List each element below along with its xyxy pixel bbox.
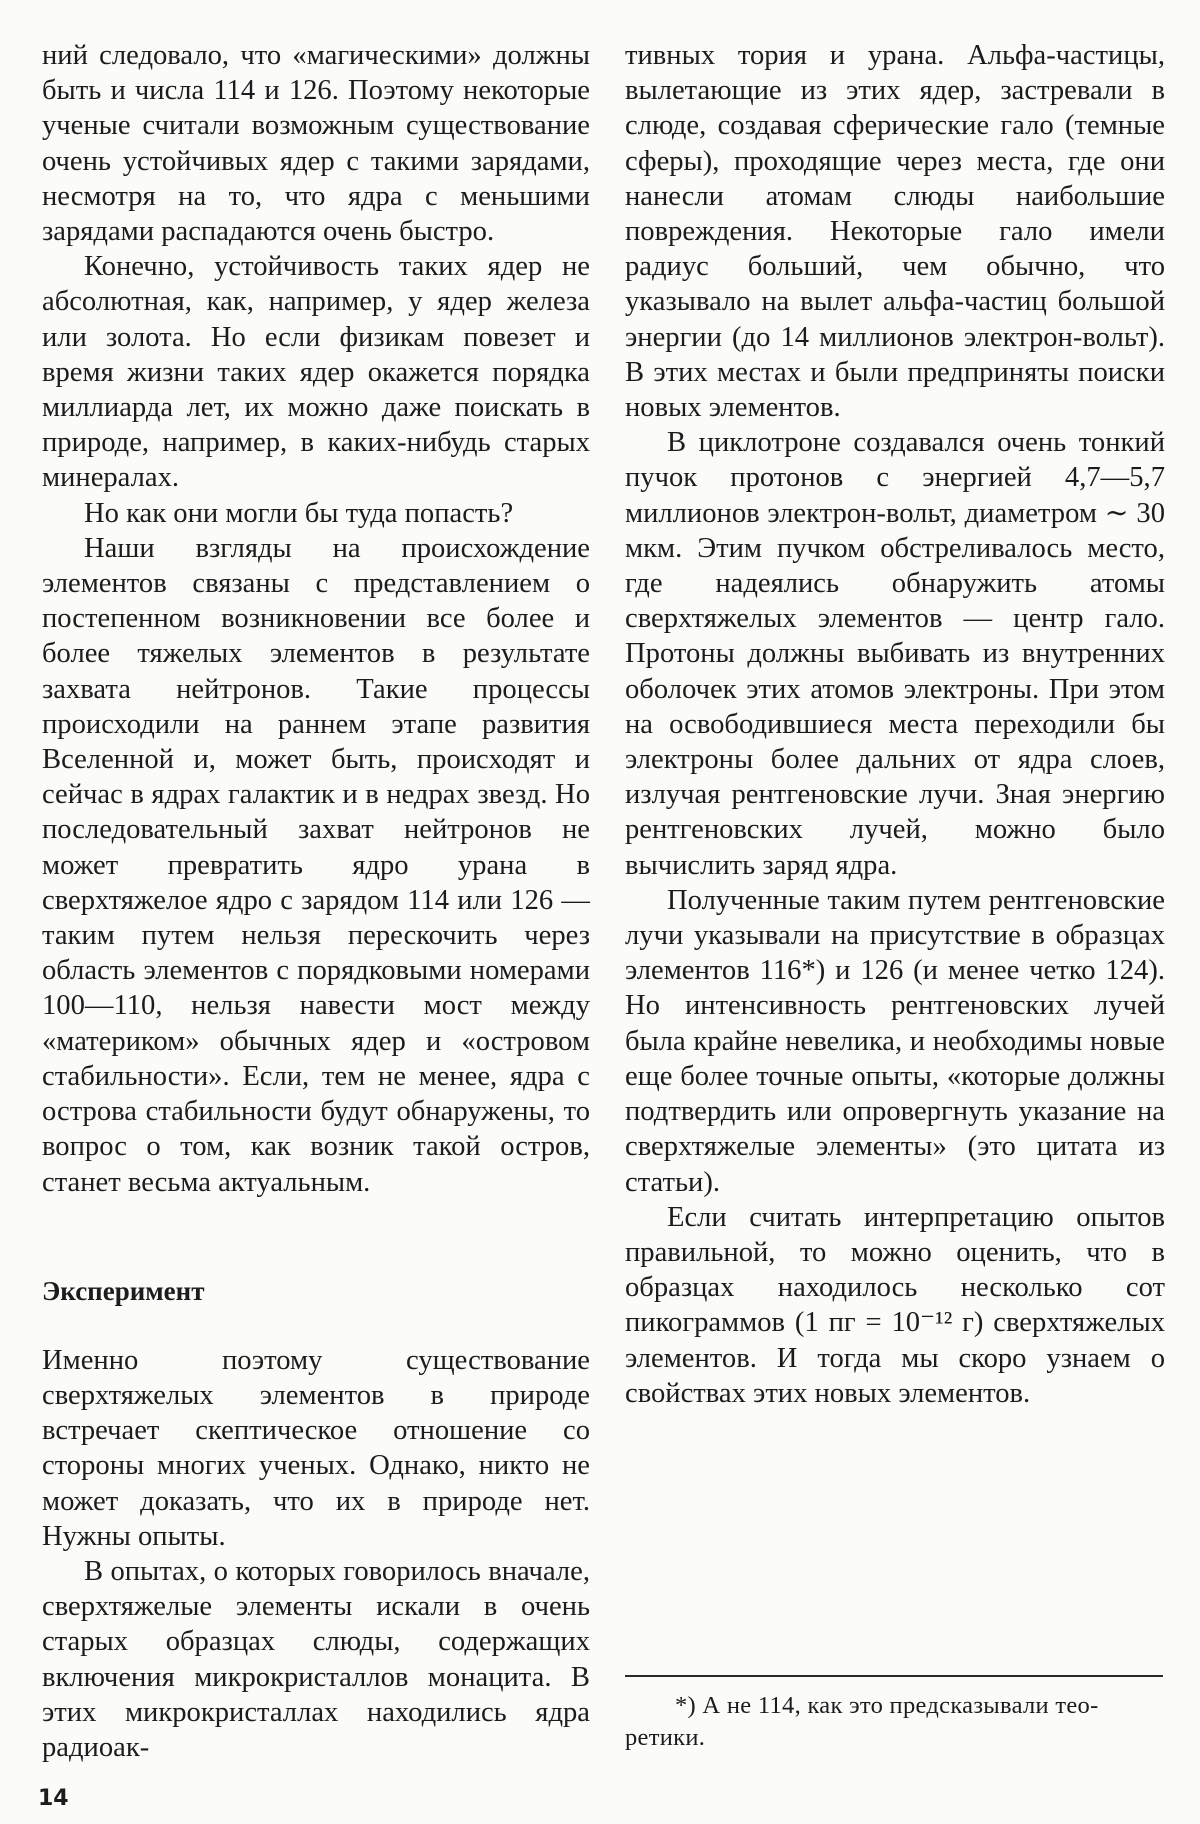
footnote-divider xyxy=(625,1675,1163,1677)
left-paragraph-2: Конечно, устойчивость таких ядер не абсолютная, как, например, у ядер железа или золота. Но если физикам повезет и время жизни таких ядер окажется порядка миллиарда лет, их можно даже поискать в природе, например, в каких-нибудь старых минералах. xyxy=(42,251,590,494)
left-paragraph-3: Но как они могли бы туда попасть? xyxy=(84,497,514,529)
footnote xyxy=(625,1690,1173,1754)
left-paragraph-1: ний следовало, что «магическими» должны быть и числа 114 и 126. Поэтому некоторые ученые считали возможным существование очень устойчивых ядер с такими зарядами, несмотря на то, что ядра с меньшими зарядами распадаются очень быстро. xyxy=(42,40,590,248)
right-paragraph-3: Полученные таким путем рентгеновские лучи указывали на присутствие в образцах элементов 116*) и 126 (и менее четко 124). Но интенсивность рентгеновских лучей была крайне невелика, и необходимы новые еще более точные опыты, «которые должны подтвердить или опровергнуть указание на сверхтяжелые элементы» (это цитата из статьи). xyxy=(625,884,1165,1198)
left-paragraph-6: В опытах, о которых говорилось вначале, сверхтяжелые элементы искали в очень старых образцах слюды, содержащих включения микрокристаллов монацита. В этих микрокристаллах находились ядра радиоак- xyxy=(42,1555,590,1763)
left-column xyxy=(42,38,590,1765)
page-number: 14 xyxy=(38,1786,69,1811)
right-paragraph-2: В циклотроне создавался очень тонкий пучок протонов с энергией 4,7—5,7 миллионов электрон-вольт, диаметром ∼ 30 мкм. Этим пучком обстреливалось место, где надеялись обнаружить атомы сверхтяжелых элементов — центр гало. Протоны должны выбивать из внутренних оболочек этих атомов электроны. При этом на освободившиеся места переходили бы электроны более дальних от ядра слоев, излучая рентгеновские лучи. Зная энергию рентгеновских лучей, можно было вычислить заряд ядра. xyxy=(625,427,1165,881)
left-paragraph-5: Именно поэтому существование сверхтяжелых элементов в природе встречает скептическое отношение со стороны многих ученых. Однако, никто не может доказать, что их в природе нет. Нужны опыты. xyxy=(42,1344,590,1552)
right-column xyxy=(625,38,1165,1411)
right-paragraph-4: Если считать интерпретацию опытов правильной, то можно оценить, что в образцах находилось несколько сот пикограммов (1 пг = 10⁻¹² г) сверхтяжелых элементов. И тогда мы скоро узнаем о свойствах этих новых элементов. xyxy=(625,1201,1165,1409)
footnote-line-2: ретики. xyxy=(625,1724,706,1751)
right-paragraph-1: тивных тория и урана. Альфа-частицы, вылетающие из этих ядер, застревали в слюде, создавая сферические гало (темные сферы), проходящие через места, где они нанесли атомам слюды наибольшие повреждения. Некоторые гало имели радиус больший, чем обычно, что указывало на вылет альфа-частиц большой энергии (до 14 миллионов электрон-вольт). В этих местах и были предприняты поиски новых элементов. xyxy=(625,40,1165,424)
section-heading: Эксперимент xyxy=(42,1275,205,1306)
footnote-line-1: *) А не 114, как это предсказывали тео- xyxy=(675,1692,1099,1719)
left-paragraph-4: Наши взгляды на происхождение элементов связаны с представлением о постепенном возникновении все более и более тяжелых элементов в результате захвата нейтронов. Такие процессы происходили на раннем этапе развития Вселенной и, может быть, происходят и сейчас в ядрах галактик и в недрах звезд. Но последовательный захват нейтронов не может превратить ядро урана в сверхтяжелое ядро с зарядом 114 или 126 — таким путем нельзя перескочить через область элементов с порядковыми номерами 100—110, нельзя навести мост между «материком» обычных ядер и «островом стабильности». Если, тем не менее, ядра с острова стабильности будут обнаружены, то вопрос о том, как возник такой остров, станет весьма актуальным. xyxy=(42,532,590,1198)
